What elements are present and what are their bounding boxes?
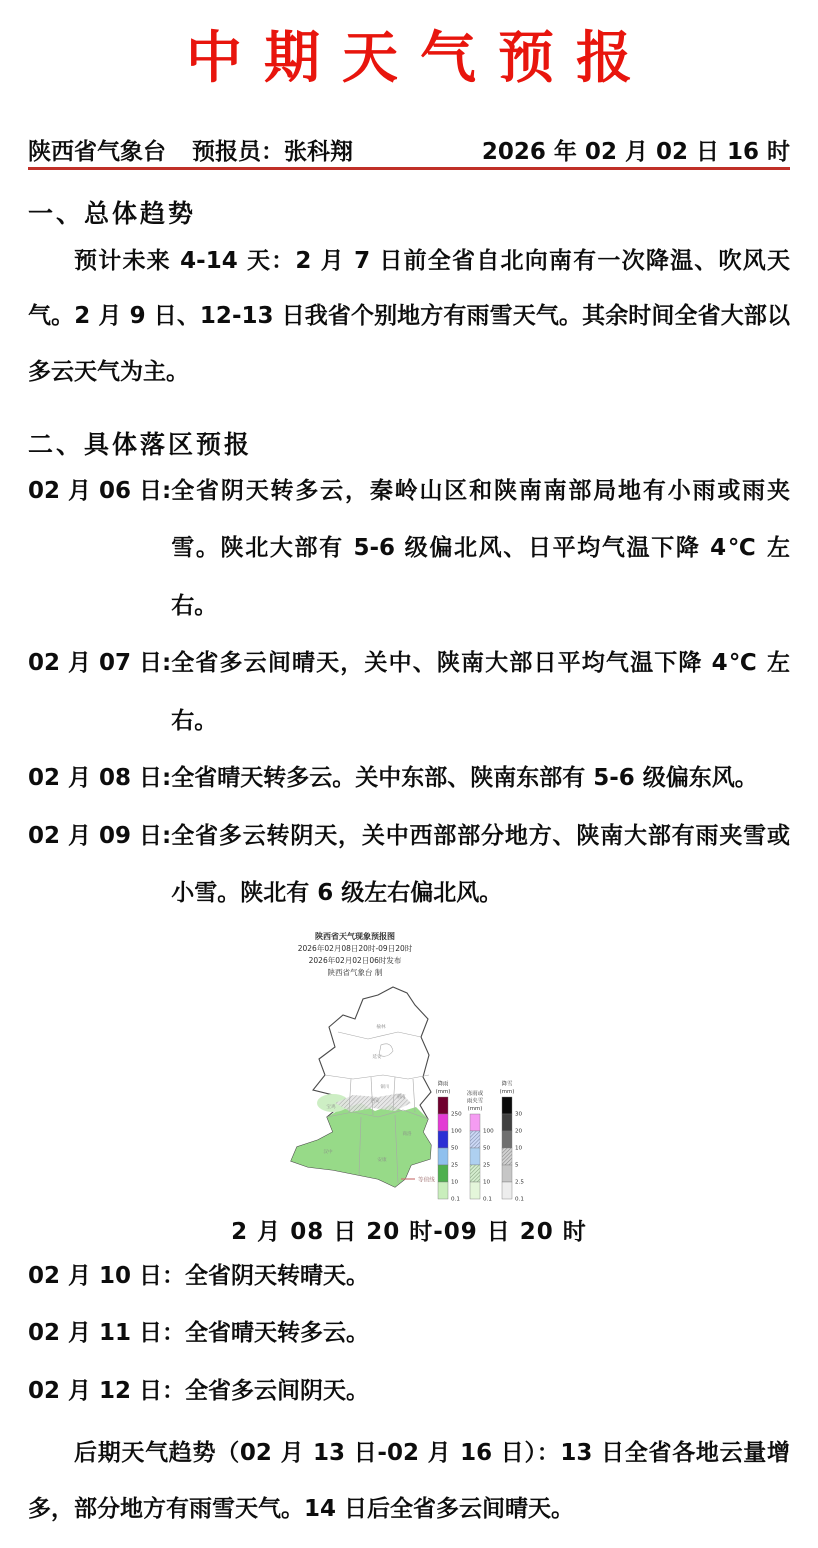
legend-swatch	[502, 1165, 512, 1182]
forecast-date: 02 月 07 日:	[28, 650, 172, 677]
forecast-date: 02 月 12 日：	[28, 1377, 186, 1404]
map-text: 等值线	[418, 1177, 435, 1184]
bulletin-header	[28, 133, 790, 170]
overall-trend-paragraph: 预计未来 4-14 天：2 月 7 日前全省自北向南有一次降温、吹风天气。2 月 9 日、12-13 日我省个别地方有雨雪天气。其余时间全省大部以多云天气为主。	[28, 247, 790, 386]
issue-datetime: 2026 年 02 月 02 日 16 时	[481, 138, 790, 165]
map-text: 2.5	[515, 1179, 524, 1186]
map-text: 50	[451, 1145, 459, 1152]
legend-swatch	[502, 1097, 512, 1114]
forecast-text: 全省多云间阴天。	[185, 1377, 370, 1404]
map-text: 西安	[370, 1098, 380, 1104]
map-text: 250	[451, 1111, 462, 1118]
map-text: 榆林	[376, 1024, 386, 1030]
map-text: (mm)	[467, 1105, 483, 1112]
map-text: 2026年02月08日20时-09日20时	[297, 943, 413, 953]
map-text: 0.1	[483, 1196, 492, 1203]
map-text: 铜川	[380, 1084, 390, 1090]
map-text: 25	[451, 1162, 459, 1169]
map-text: 冻雨或	[466, 1090, 484, 1097]
forecast-date: 02 月 08 日:	[28, 765, 172, 792]
legend-swatch	[470, 1182, 480, 1199]
page-title: 中期天气预报	[186, 26, 654, 91]
legend-swatch	[438, 1148, 448, 1165]
forecast-text: 全省阴天转晴天。	[185, 1262, 370, 1289]
legend-swatch	[470, 1114, 480, 1131]
map-text: 降雨	[437, 1081, 449, 1088]
map-text: 5	[515, 1162, 519, 1169]
agency-name: 陕西省气象台	[28, 138, 166, 165]
forecast-entry	[28, 1248, 790, 1306]
forecast-list-after-map	[28, 1248, 790, 1421]
map-text: 30	[515, 1111, 523, 1118]
forecast-entry	[28, 635, 790, 750]
forecast-date: 02 月 10 日：	[28, 1262, 186, 1289]
forecast-text: 全省阴天转多云，秦岭山区和陕南南部局地有小雨或雨夹雪。陕北大部有 5-6 级偏北风、日平均气温下降 4℃ 左右。	[171, 477, 790, 619]
map-title-block	[298, 931, 413, 977]
section-2-heading: 二、具体落区预报	[28, 429, 253, 459]
legend-swatch	[502, 1182, 512, 1199]
forecast-date: 02 月 11 日：	[28, 1320, 186, 1347]
forecast-list-before-map	[28, 463, 790, 923]
map-caption: 2 月 08 日 20 时-09 日 20 时	[231, 1218, 587, 1245]
legend-swatch	[502, 1114, 512, 1131]
legend-color-bars	[436, 1079, 525, 1202]
map-text: 100	[483, 1128, 494, 1135]
map-text: (mm)	[435, 1088, 451, 1095]
map-text: 10	[483, 1179, 491, 1186]
map-text: 汉中	[323, 1149, 333, 1155]
map-text: 20	[515, 1128, 523, 1135]
forecaster-name: 预报员：张科翔	[192, 138, 353, 165]
map-text: 安康	[377, 1157, 387, 1163]
forecast-entry	[28, 750, 790, 808]
forecast-entry	[28, 463, 790, 636]
legend-swatch	[438, 1182, 448, 1199]
map-text: 商洛	[402, 1131, 412, 1137]
legend-swatch-tint	[470, 1131, 480, 1148]
rain-region-green	[291, 1103, 431, 1187]
legend-swatch	[502, 1131, 512, 1148]
map-text: 陕西省气象台 制	[327, 967, 383, 977]
legend-swatch	[438, 1131, 448, 1148]
map-text: 0.1	[451, 1196, 460, 1203]
forecast-date: 02 月 09 日:	[28, 822, 172, 849]
forecast-text: 全省多云转阴天，关中西部部分地方、陕南大部有雨夹雪或小雪。陕北有 6 级左右偏北风。	[171, 822, 790, 907]
map-text: 10	[515, 1145, 523, 1152]
legend-swatch	[470, 1148, 480, 1165]
shaanxi-weather-map	[283, 927, 535, 1205]
map-text: 宝鸡	[326, 1104, 336, 1110]
forecast-date: 02 月 06 日:	[28, 477, 172, 504]
forecast-map-wrapper	[28, 927, 790, 1209]
map-text: 渭南	[396, 1094, 406, 1100]
legend-swatch-tint	[470, 1165, 480, 1182]
map-text: 降雪	[501, 1081, 513, 1088]
map-text: 2026年02月02日06时发布	[308, 955, 402, 965]
map-text: 雨夹雪	[466, 1098, 484, 1105]
closing-paragraph: 后期天气趋势（02 月 13 日-02 月 16 日）：13 日全省各地云量增多，部分地方有雨雪天气。14 日后全省多云间晴天。	[28, 1440, 790, 1522]
map-text: 延安	[372, 1054, 382, 1060]
map-text: 0.1	[515, 1196, 524, 1203]
forecast-entry	[28, 808, 790, 923]
section-1-heading: 一、总体趋势	[28, 198, 197, 228]
map-text: 50	[483, 1145, 491, 1152]
legend-swatch	[438, 1114, 448, 1131]
forecast-entry	[28, 1305, 790, 1363]
map-text: 25	[483, 1162, 491, 1169]
map-text: 100	[451, 1128, 462, 1135]
header-left	[28, 133, 353, 166]
map-text: (mm)	[499, 1088, 515, 1095]
forecast-text: 全省晴天转多云。	[185, 1320, 370, 1347]
forecast-text: 全省晴天转多云。关中东部、陕南东部有 5-6 级偏东风。	[171, 765, 758, 792]
map-text: 10	[451, 1179, 459, 1186]
forecast-entry	[28, 1363, 790, 1421]
forecast-text: 全省多云间晴天，关中、陕南大部日平均气温下降 4℃ 左右。	[171, 650, 790, 734]
legend-swatch-tint	[502, 1148, 512, 1165]
legend-swatch	[438, 1097, 448, 1114]
map-text: 陕西省天气现象预报图	[315, 931, 395, 941]
legend-swatch	[438, 1165, 448, 1182]
